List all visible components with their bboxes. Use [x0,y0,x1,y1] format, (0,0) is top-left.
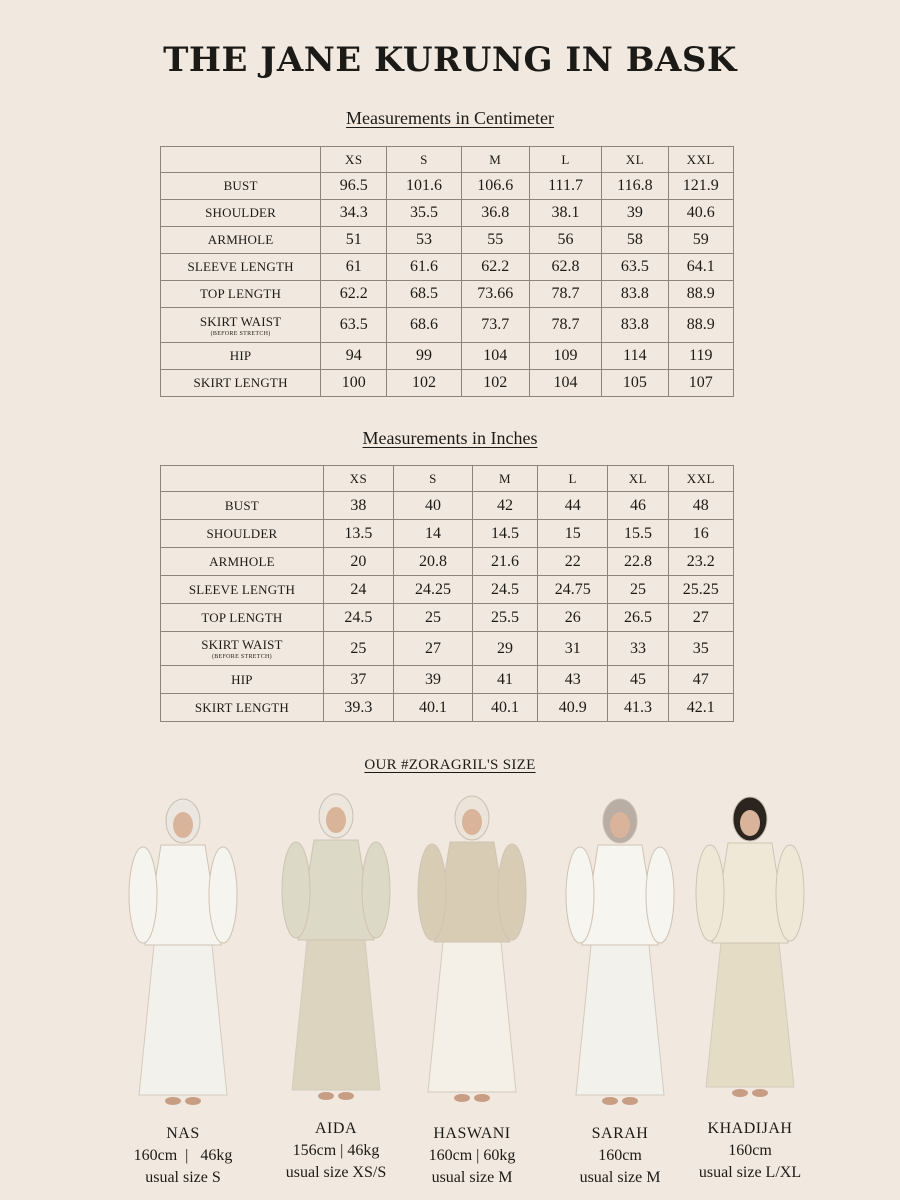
measurement-value: 25.5 [472,604,537,632]
left-sleeve-shape [566,847,594,943]
right-sleeve-shape [362,842,390,938]
model-figure-sarah [550,795,690,1113]
measurement-label [161,370,321,397]
model-measure: 160cm | 46kg [133,1147,233,1164]
page-title: THE JANE KURUNG IN BASK [163,40,737,80]
model-measure: 160cm [728,1142,772,1159]
measurement-value: 27 [668,604,733,632]
model-usual: usual size XS/S [285,1164,387,1181]
measurement-label-text: SHOULDER [206,525,278,541]
measurement-label-text: SKIRT LENGTH [194,699,290,715]
table-row [161,343,734,370]
measurement-value: 104 [529,370,601,397]
model-name: SARAH [591,1125,649,1142]
table-row [161,520,734,548]
measurement-label-text: SKIRT WAIST [199,313,282,329]
model-figure-khadijah [680,793,820,1105]
measurement-value: 24 [323,576,393,604]
measurement-label [161,227,321,254]
measurement-value: 25.25 [668,576,733,604]
measurement-value: 64.1 [668,254,733,281]
measurement-value: 107 [668,370,733,397]
measurement-label [161,254,321,281]
measurement-label [161,200,321,227]
measurement-value: 26.5 [608,604,668,632]
table-row [161,492,734,520]
measurement-value: 88.9 [668,308,733,343]
skirt-shape [576,935,664,1095]
measurement-value: 102 [461,370,529,397]
measurement-label [161,343,321,370]
measurement-label [161,308,321,343]
model-figure-nas [113,795,253,1113]
model-caption [392,1123,552,1189]
measurement-label [161,694,324,722]
measurement-note: (BEFORE STRETCH) [210,330,271,337]
measurement-value: 48 [668,492,733,520]
measurement-value: 15.5 [608,520,668,548]
measurement-label [161,604,324,632]
measurement-value: 39 [393,666,472,694]
measurement-label-text: ARMHOLE [207,232,274,247]
left-sleeve-shape [418,844,446,940]
measurement-value: 40.9 [538,694,608,722]
measurement-value: 16 [668,520,733,548]
corner-cell [161,147,321,173]
right-foot-shape [185,1097,201,1105]
measurement-label-text: SKIRT WAIST [201,637,283,652]
measurement-value: 45 [608,666,668,694]
measurement-label [161,520,324,548]
skirt-shape [139,935,227,1095]
measurement-value: 21.6 [472,548,537,576]
measurement-note: (BEFORE STRETCH) [211,654,272,660]
measurement-value: 73.66 [461,281,529,308]
measurement-value: 40.1 [472,694,537,722]
measurement-value: 119 [668,343,733,370]
measurement-value: 40 [393,492,472,520]
size-header-s: S [387,147,461,173]
right-foot-shape [752,1089,768,1097]
size-header-s: S [393,466,472,492]
size-header-l: L [529,147,601,173]
skirt-shape [706,933,794,1087]
right-sleeve-shape [498,844,526,940]
left-sleeve-shape [129,847,157,943]
model-usual: usual size S [145,1169,221,1186]
measurement-value: 101.6 [387,173,461,200]
table-row [161,666,734,694]
left-sleeve-shape [696,845,724,941]
right-sleeve-shape [209,847,237,943]
measurement-label-text: HIP [229,348,252,363]
model-usual: usual size M [579,1169,661,1186]
measurement-value: 26 [538,604,608,632]
measurement-value: 41 [472,666,537,694]
measurement-value: 20 [323,548,393,576]
cm-heading: Measurements in Centimeter [346,108,554,128]
measurement-value: 73.7 [461,308,529,343]
table-row [161,308,734,343]
table-row [161,281,734,308]
model-measure: 160cm [598,1147,642,1164]
inch-size-table [160,465,734,722]
right-foot-shape [622,1097,638,1105]
skirt-shape [292,930,380,1090]
measurement-label [161,492,324,520]
measurement-value: 109 [529,343,601,370]
model-name: AIDA [315,1120,357,1137]
measurement-value: 94 [321,343,387,370]
left-foot-shape [454,1094,470,1102]
measurement-value: 56 [529,227,601,254]
measurement-value: 116.8 [602,173,668,200]
measurement-value: 88.9 [668,281,733,308]
measurement-value: 61 [321,254,387,281]
size-header-xxl: XXL [668,147,733,173]
model-figure-haswani [402,792,542,1110]
measurement-value: 114 [602,343,668,370]
measurement-value: 31 [538,632,608,666]
measurement-label-text: TOP LENGTH [201,609,283,625]
right-sleeve-shape [646,847,674,943]
model-measure: 156cm | 46kg [292,1142,380,1159]
skirt-shape [428,932,516,1092]
model-caption [670,1118,830,1184]
left-foot-shape [602,1097,618,1105]
face-shape [326,807,346,833]
left-foot-shape [732,1089,748,1097]
measurement-value: 47 [668,666,733,694]
measurement-label [161,666,324,694]
measurement-value: 24.25 [393,576,472,604]
model-name: HASWANI [433,1125,511,1142]
face-shape [173,812,193,838]
measurement-value: 61.6 [387,254,461,281]
measurement-value: 100 [321,370,387,397]
measurement-value: 44 [538,492,608,520]
measurement-value: 35 [668,632,733,666]
table-row [161,200,734,227]
table-row [161,632,734,666]
measurement-value: 78.7 [529,281,601,308]
model-usual: usual size M [431,1169,513,1186]
measurement-value: 55 [461,227,529,254]
measurement-value: 23.2 [668,548,733,576]
measurement-value: 62.8 [529,254,601,281]
measurement-value: 63.5 [321,308,387,343]
size-header-l: L [538,466,608,492]
measurement-value: 33 [608,632,668,666]
right-foot-shape [474,1094,490,1102]
measurement-label-text: BUST [223,178,258,193]
measurement-value: 42.1 [668,694,733,722]
measurement-label-text: ARMHOLE [209,553,275,569]
measurement-value: 13.5 [323,520,393,548]
measurement-value: 43 [538,666,608,694]
measurement-value: 111.7 [529,173,601,200]
measurement-value: 37 [323,666,393,694]
measurement-label-text: SLEEVE LENGTH [187,259,294,274]
measurement-label [161,173,321,200]
measurement-value: 38.1 [529,200,601,227]
face-shape [740,810,760,836]
measurement-value: 25 [323,632,393,666]
right-foot-shape [338,1092,354,1100]
measurement-value: 106.6 [461,173,529,200]
measurement-value: 53 [387,227,461,254]
model-figure-aida [266,790,406,1108]
table-row [161,694,734,722]
left-foot-shape [318,1092,334,1100]
measurement-value: 29 [472,632,537,666]
measurement-value: 105 [602,370,668,397]
measurement-value: 25 [393,604,472,632]
table-row [161,576,734,604]
measurement-label-text: SLEEVE LENGTH [188,581,296,597]
measurement-label-text: TOP LENGTH [200,286,282,301]
size-header-xl: XL [602,147,668,173]
measurement-value: 24.75 [538,576,608,604]
measurement-label-text: HIP [231,671,253,687]
measurement-value: 104 [461,343,529,370]
model-measure: 160cm | 60kg [428,1147,516,1164]
measurement-value: 68.5 [387,281,461,308]
table-row [161,370,734,397]
measurement-label-text: SKIRT LENGTH [193,375,288,390]
measurement-value: 121.9 [668,173,733,200]
model-caption [103,1123,263,1189]
face-shape [610,812,630,838]
measurement-value: 34.3 [321,200,387,227]
table-row [161,173,734,200]
measurement-value: 99 [387,343,461,370]
left-sleeve-shape [282,842,310,938]
measurement-value: 40.6 [668,200,733,227]
inch-heading: Measurements in Inches [362,428,538,448]
table-row [161,604,734,632]
size-header-m: M [472,466,537,492]
measurement-value: 58 [602,227,668,254]
measurement-value: 78.7 [529,308,601,343]
measurement-value: 39 [602,200,668,227]
measurement-value: 24.5 [323,604,393,632]
measurement-value: 62.2 [461,254,529,281]
size-header-m: M [461,147,529,173]
table-row [161,254,734,281]
corner-cell [161,466,324,492]
measurement-value: 41.3 [608,694,668,722]
right-sleeve-shape [776,845,804,941]
measurement-value: 83.8 [602,308,668,343]
measurement-value: 14 [393,520,472,548]
measurement-value: 51 [321,227,387,254]
cm-size-table [160,146,734,397]
measurement-value: 62.2 [321,281,387,308]
measurement-value: 20.8 [393,548,472,576]
face-shape [462,809,482,835]
measurement-value: 102 [387,370,461,397]
measurement-value: 35.5 [387,200,461,227]
measurement-value: 39.3 [323,694,393,722]
left-foot-shape [165,1097,181,1105]
size-header-xl: XL [608,466,668,492]
models-heading: OUR #ZORAGRIL'S SIZE [364,757,536,773]
measurement-label [161,632,324,666]
measurement-value: 25 [608,576,668,604]
size-header-xxl: XXL [668,466,733,492]
measurement-value: 38 [323,492,393,520]
measurement-value: 59 [668,227,733,254]
size-header-xs: XS [321,147,387,173]
measurement-value: 96.5 [321,173,387,200]
measurement-value: 27 [393,632,472,666]
measurement-value: 63.5 [602,254,668,281]
measurement-label [161,576,324,604]
model-usual: usual size L/XL [698,1164,802,1181]
size-header-xs: XS [323,466,393,492]
measurement-label-text: BUST [224,497,259,513]
measurement-value: 14.5 [472,520,537,548]
model-name: KHADIJAH [707,1120,793,1137]
measurement-value: 24.5 [472,576,537,604]
table-row [161,227,734,254]
measurement-label [161,281,321,308]
model-name: NAS [166,1125,200,1142]
measurement-value: 40.1 [393,694,472,722]
measurement-value: 46 [608,492,668,520]
measurement-value: 68.6 [387,308,461,343]
table-row [161,548,734,576]
measurement-value: 83.8 [602,281,668,308]
measurement-value: 36.8 [461,200,529,227]
measurement-value: 15 [538,520,608,548]
measurement-label [161,548,324,576]
measurement-value: 22 [538,548,608,576]
measurement-label-text: SHOULDER [205,205,277,220]
measurement-value: 22.8 [608,548,668,576]
measurement-value: 42 [472,492,537,520]
